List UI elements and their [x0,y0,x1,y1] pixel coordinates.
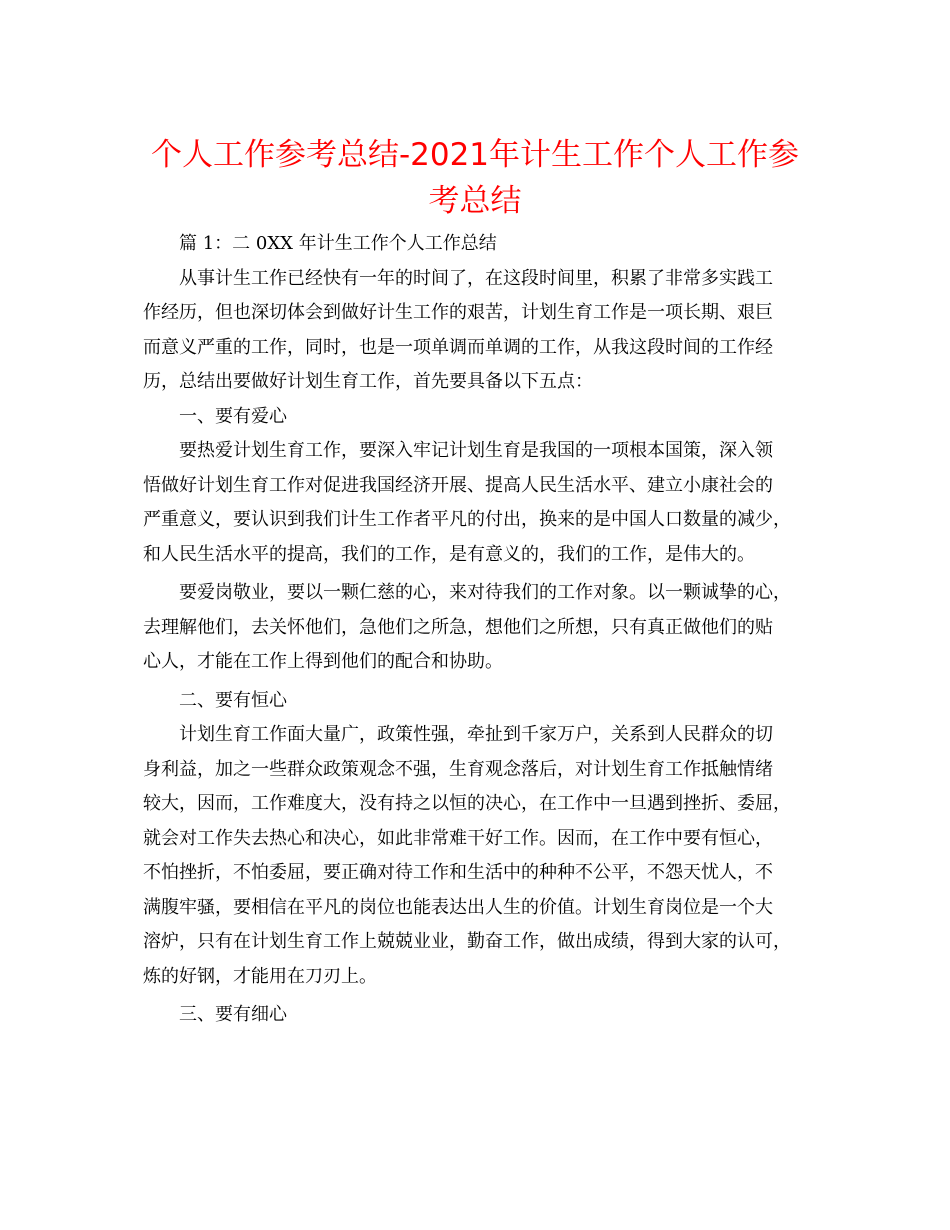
paragraph [143,434,807,572]
title-line: 个人工作参考总结-2021年计生工作个人工作参 [150,137,800,173]
text-line: 不怕挫折，不怕委屈，要正确对待工作和生活中的种种不公平，不怨天忧人，不 [143,862,773,883]
text-line: 而意义严重的工作，同时，也是一项单调而单调的工作，从我这段时间的工作经 [143,336,773,358]
text-line: 心人，才能在工作上得到他们的配合和协助。 [143,651,503,672]
text-line: 悟做好计划生育工作对促进我国经济开展、提高人民生活水平、建立小康社会的 [143,474,773,496]
text-line: 溶炉，只有在计划生育工作上兢兢业业，勤奋工作，做出成绩，得到大家的认可， [143,931,791,952]
intro-paragraph [143,262,807,400]
text-line: 历，总结出要做好计划生育工作，首先要具备以下五点： [143,371,593,392]
text-line: 严重意义，要认识到我们计生工作者平凡的付出，换来的是中国人口数量的减少， [143,509,791,530]
paragraph [143,576,807,680]
text-line: 去理解他们，去关怀他们，急他们之所急，想他们之所想，只有真正做他们的贴 [143,616,773,638]
text-line: 炼的好钢，才能用在刀刃上。 [143,965,377,987]
title-line: 考总结 [428,183,522,219]
text-line: 较大，因而，工作难度大，没有持之以恒的决心，在工作中一旦遇到挫折、委屈， [143,793,791,814]
text-line: 从事计生工作已经快有一年的时间了，在这段时间里，积累了非常多实践工 [179,267,773,289]
text-line: 身利益，加之一些群众政策观念不强，生育观念落后，对计划生育工作抵触情绪 [143,758,773,780]
paragraph [143,718,807,994]
text-line: 作经历，但也深切体会到做好计生工作的艰苦，计划生育工作是一项长期、艰巨 [143,302,773,323]
text-line: 满腹牢骚，要相信在平凡的岗位也能表达出人生的价值。计划生育岗位是一个大 [143,896,773,918]
text-line: 和人民生活水平的提高，我们的工作，是有意义的，我们的工作，是伟大的。 [143,543,755,565]
text-line: 要热爱计划生育工作，要深入牢记计划生育是我国的一项根本国策，深入领 [179,440,773,461]
text-line: 计划生育工作面大量广，政策性强，牵扯到千家万户，关系到人民群众的切 [179,724,773,745]
section-heading: 二、要有恒心 [179,689,287,711]
text-line: 要爱岗敬业，要以一颗仁慈的心，来对待我们的工作对象。以一颗诚挚的心， [179,582,791,603]
section-heading: 三、要有细心 [179,1004,287,1025]
subtitle: 篇 1：二 0XX 年计生工作个人工作总结 [179,233,497,254]
section-heading: 一、要有爱心 [179,405,287,427]
document-body [143,227,807,1033]
text-line: 就会对工作失去热心和决心，如此非常难干好工作。因而，在工作中要有恒心， [143,827,773,849]
document-title [130,132,820,224]
